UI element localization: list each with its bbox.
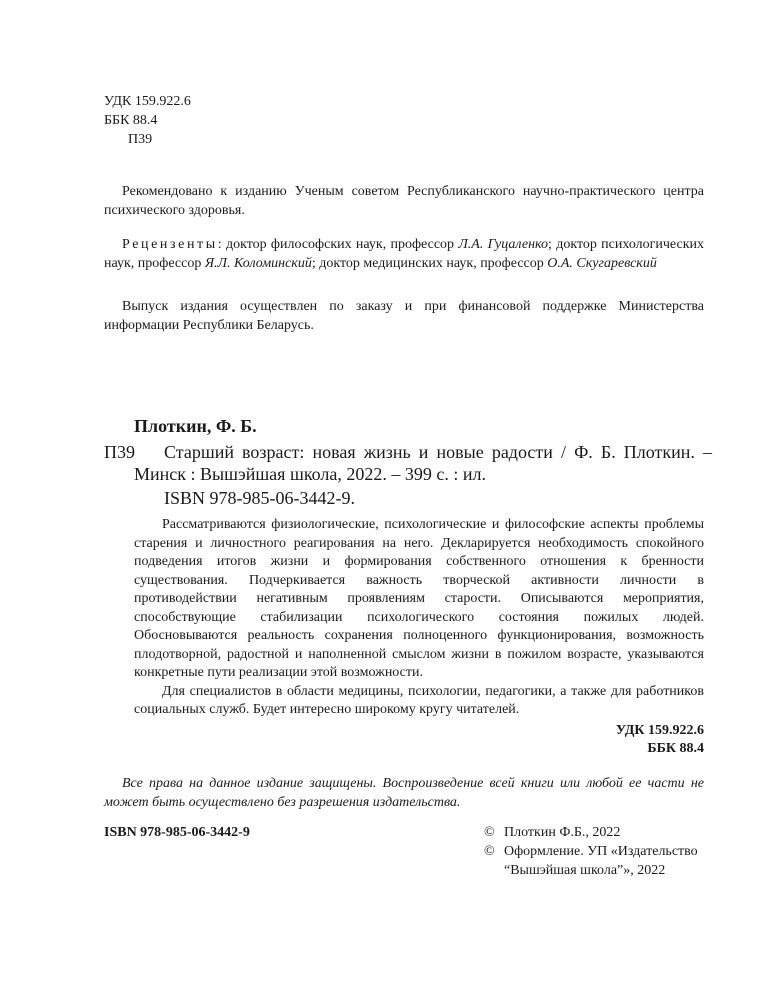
reviewers-part-1: : доктор философских наук, профессор <box>217 237 459 252</box>
annotation-paragraph: Рассматриваются физиологические, психологические и философские аспекты проблемы старения и личностного реагирования на него. Декларируется необходимость спокойного подведения итогов жизни и формирования собственного отношения к бренности существования. Подчеркивается важность творческой активности личности в противодействии негативным проявлениям старости. Описываются мероприятия, способствующие стабилизации психологического состояния пожилых людей. Обосновываются реальность сохранения полноценного функционирования, возможность плодотворной, радостной и наполненной смыслом жизни в пожилом возрасте, указываются конкретные пути реализации этой возможности. <box>134 517 704 680</box>
isbn-bottom: ISBN 978-985-06-3442-9 <box>104 825 250 840</box>
udk-code: УДК 159.922.6 <box>104 94 191 109</box>
funding-text: Выпуск издания осуществлен по заказу и при финансовой поддержке Министерства информации Республики Беларусь. <box>104 299 704 333</box>
reviewers-part-3: ; доктор медицинских наук, профессор <box>311 255 548 271</box>
annotation-paragraph: Для специалистов в области медицины, психологии, педагогики, а также для работников социальных служб. Будет интересно широкому кругу читателей. <box>134 683 704 717</box>
bib-isbn: ISBN 978-985-06-3442-9. <box>164 488 355 508</box>
copyright-symbol: © <box>484 844 495 859</box>
reviewer-name-3: О.А. Скугаревский <box>547 255 657 271</box>
rights-notice: Все права на данное издание защищены. Воспроизведение всей книги или любой ее части не может быть осуществлено без разрешения издательства. <box>104 776 704 810</box>
reviewer-name-2: Я.Л. Коломинский <box>204 255 312 271</box>
udk-top-block <box>104 92 191 149</box>
bib-record: Старший возраст: новая жизнь и новые радости / Ф. Б. Плоткин. – Минск : Вышэйшая школа, 2022. – 399 с. : ил. <box>134 442 712 484</box>
reviewer-name-1: Л.А. Гуцаленко <box>458 237 549 252</box>
copyright-line-1: © Плоткин Ф.Б., 2022 <box>484 825 621 840</box>
bbk-code-bottom: ББК 88.4 <box>647 741 704 756</box>
bib-catalog-code: П39 <box>104 442 135 462</box>
reviewers-part-2: ; доктор психологических наук, профессор <box>104 237 704 271</box>
recommendation-text: Рекомендовано к изданию Ученым советом Республиканского научно-практического центра психического здоровья. <box>104 184 704 218</box>
reviewers-label: Рецензенты <box>122 237 218 252</box>
copyright-symbol: © <box>484 825 495 840</box>
author-sign-code: П39 <box>128 132 153 147</box>
copyright-line-2: © Оформление. УП «Издательство <box>484 844 698 859</box>
udk-code-bottom: УДК 159.922.6 <box>615 723 704 738</box>
bbk-code: ББК 88.4 <box>104 113 158 128</box>
reviewers-text <box>104 236 704 273</box>
annotation <box>134 516 704 720</box>
copyright-block <box>484 823 698 880</box>
copyright-line-3: “Вышэйшая школа”», 2022 <box>504 863 666 878</box>
bib-author: Плоткин, Ф. Б. <box>134 416 257 436</box>
udk-bottom-block <box>616 722 704 758</box>
